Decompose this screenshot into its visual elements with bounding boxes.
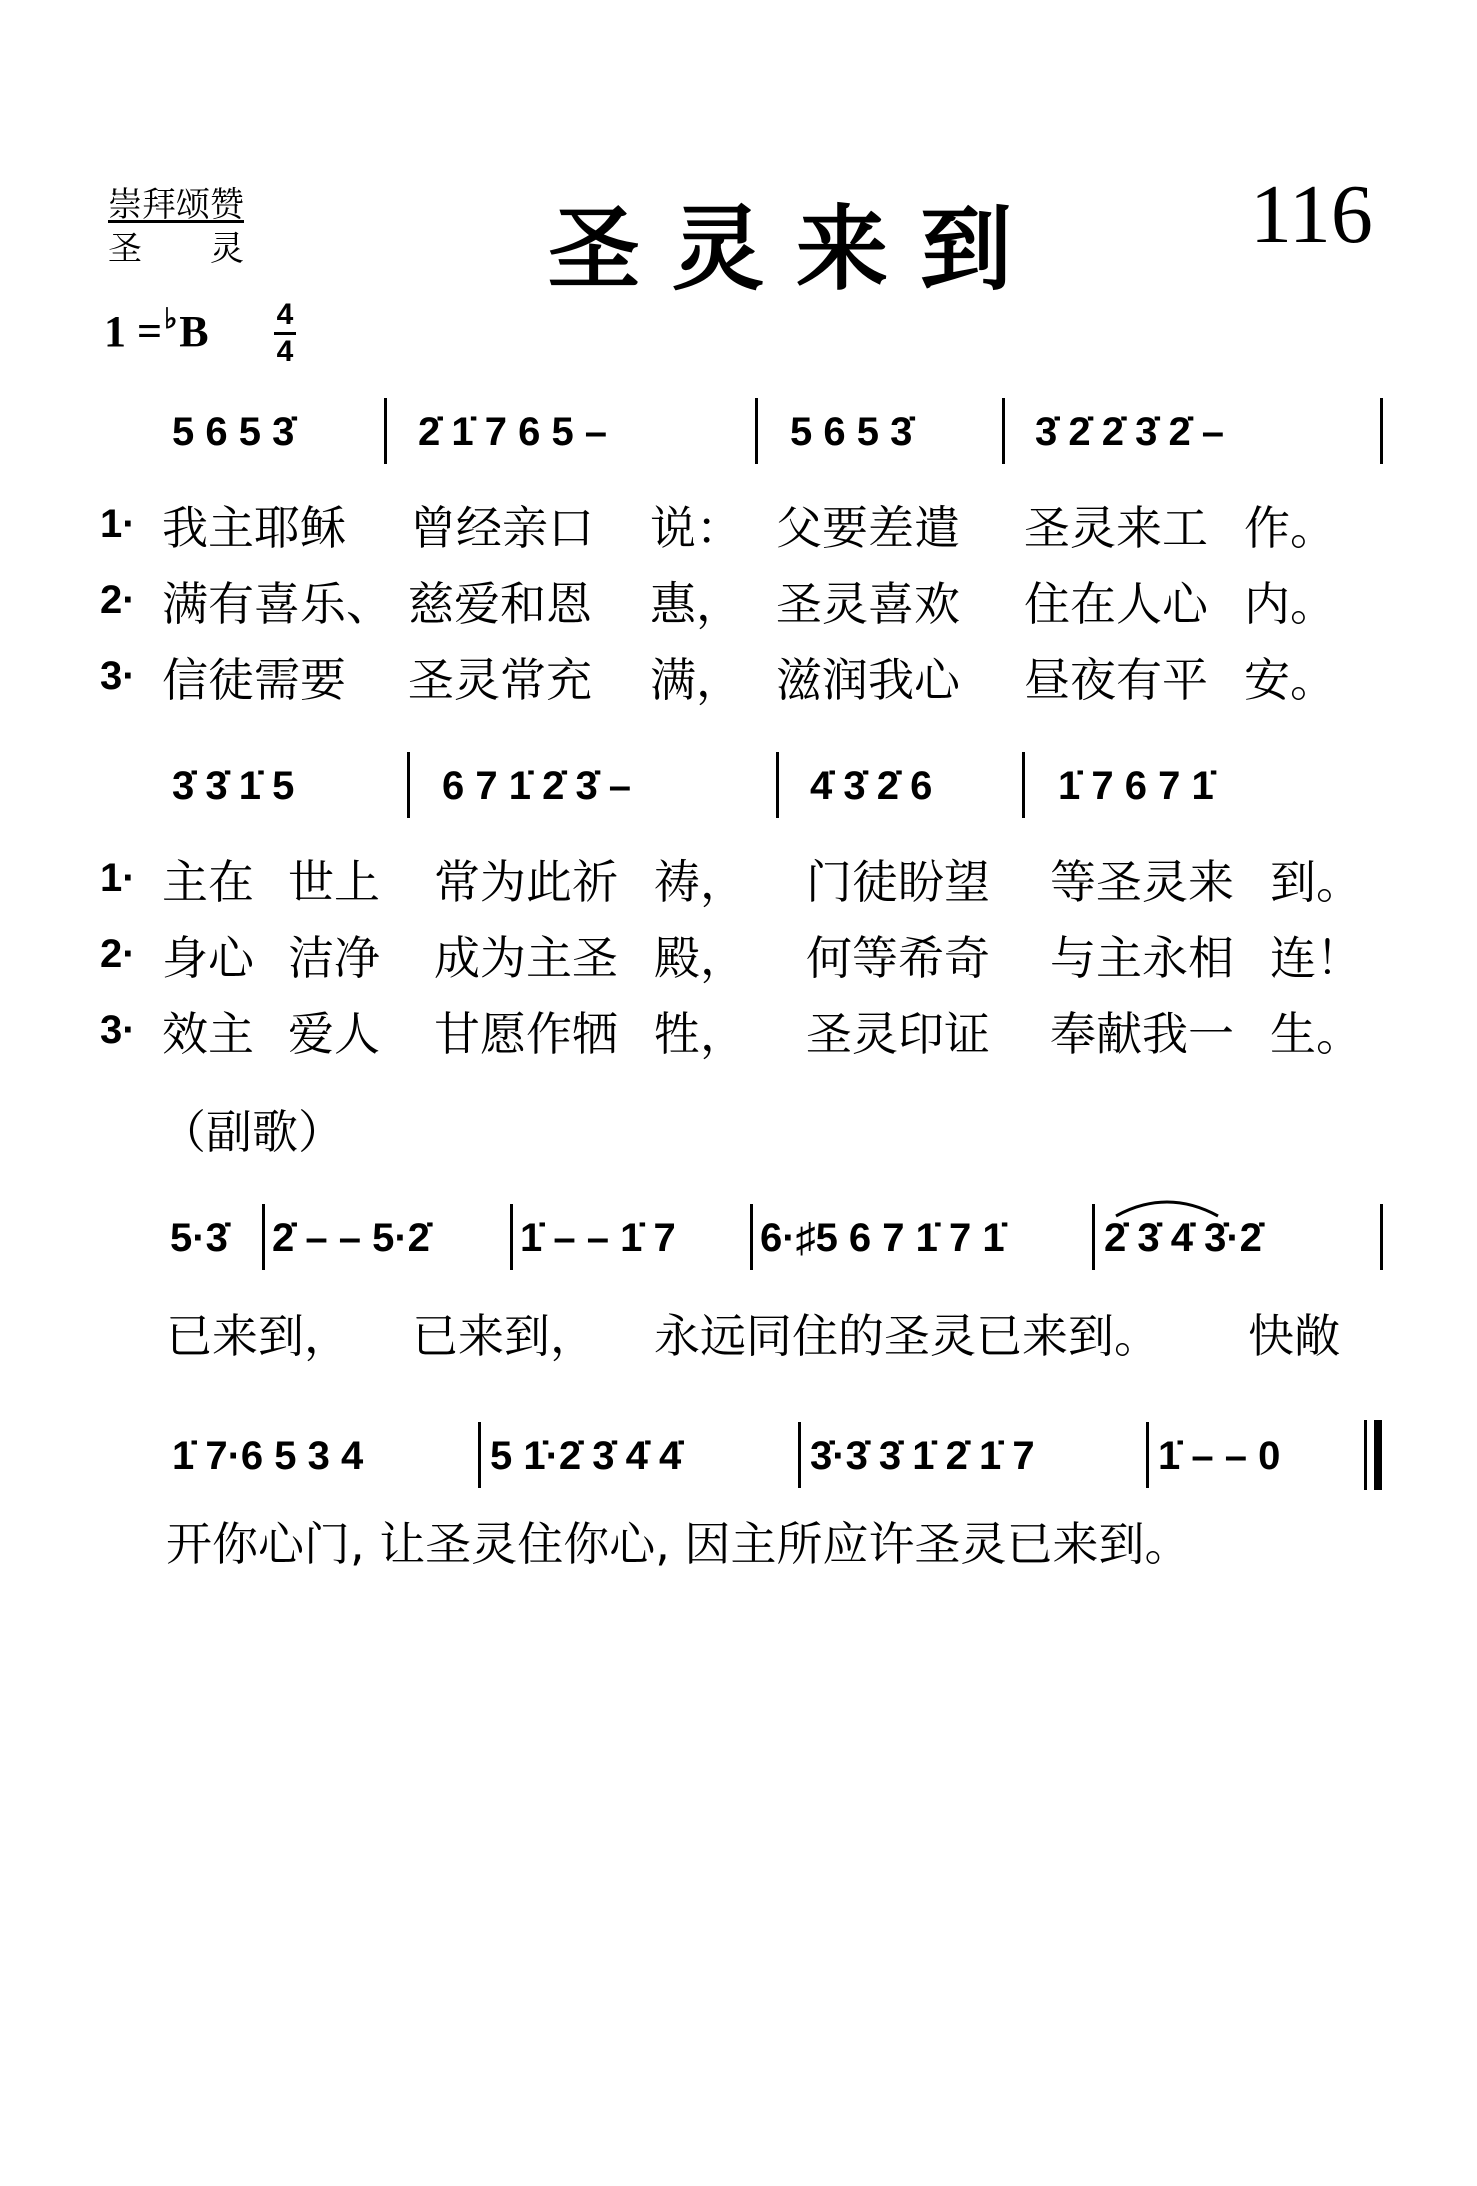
chorus-lyric: 快敞 [1248, 1309, 1340, 1363]
measure: 3̇ 3̇ 1̇ 5 [172, 764, 295, 808]
barline [750, 1204, 753, 1270]
barline [384, 398, 387, 464]
chorus-lyric: 开你心门, 让圣灵住你心, 因主所应许圣灵已来到。 [166, 1517, 1191, 1571]
lyric-phrase: 圣灵来工 [1024, 501, 1208, 555]
final-barline-thick [1374, 1420, 1382, 1490]
measure: 6 7 1̇ 2̇ 3̇ – [442, 764, 632, 808]
subcategory-label: 圣 灵 [108, 229, 244, 269]
lyric-phrase: 内。 [1244, 577, 1336, 631]
lyric-phrase: 等圣灵来 [1050, 855, 1234, 909]
lyric-phrase: 世上 [288, 855, 380, 909]
barline [407, 752, 410, 818]
measure: 2̇ 3̇ 4̇ 3̇·2̇ [1104, 1216, 1262, 1260]
verse-number: 1· [100, 502, 136, 546]
key-signature [104, 306, 209, 357]
lyric-phrase: 爱人 [288, 1007, 380, 1061]
key-letter: B [179, 307, 209, 356]
chorus-lyric: 已来到， [166, 1309, 350, 1363]
barline [1146, 1422, 1149, 1488]
chorus-lyric: 永远同住的圣灵已来到。 [654, 1309, 1160, 1363]
lyric-phrase: 作。 [1244, 501, 1336, 555]
lyric-phrase: 殿， [654, 931, 746, 985]
barline [755, 398, 758, 464]
measure: 4̇ 3̇ 2̇ 6 [810, 764, 933, 808]
verse-number: 2· [100, 578, 136, 622]
lyric-phrase: 祷， [654, 855, 746, 909]
lyric-phrase: 与主永相 [1050, 931, 1234, 985]
measure: 3̇ 2̇ 2̇ 3̇ 2̇ – [1035, 410, 1225, 454]
measure: 6·♯5 6 7 1̇ 7 1̇ [760, 1216, 1005, 1260]
lyric-phrase: 成为主圣 [434, 931, 618, 985]
category-label: 崇拜颂赞 [108, 185, 244, 225]
lyric-phrase: 到。 [1270, 855, 1362, 909]
lyric-phrase: 我主耶稣 [162, 501, 346, 555]
hymn-title: 圣灵来到 [548, 196, 1045, 303]
lyric-phrase: 主在 [162, 855, 254, 909]
lyric-phrase: 父要差遣 [776, 501, 960, 555]
barline [1022, 752, 1025, 818]
verse-number: 3· [100, 1008, 136, 1052]
time-signature-bottom: 4 [276, 335, 294, 368]
measure: 5 6 5 3̇ [172, 410, 295, 454]
lyric-phrase: 牲， [654, 1007, 746, 1061]
flat-sign: ♭ [164, 304, 178, 335]
measure: 2̇ – – 5·2̇ [272, 1216, 430, 1260]
time-signature-top: 4 [276, 298, 294, 331]
lyric-phrase: 常为此祈 [434, 855, 618, 909]
lyric-phrase: 效主 [162, 1007, 254, 1061]
lyric-phrase: 昼夜有平 [1024, 653, 1208, 707]
verse-number: 3· [100, 654, 136, 698]
lyric-phrase: 滋润我心 [776, 653, 960, 707]
measure: 3̇·3̇ 3̇ 1̇ 2̇ 1̇ 7 [810, 1434, 1035, 1478]
lyric-phrase: 信徒需要 [162, 653, 346, 707]
lyric-phrase: 说： [650, 501, 742, 555]
barline [1380, 398, 1383, 464]
barline [478, 1422, 481, 1488]
measure: 1̇ 7 6 7 1̇ [1058, 764, 1214, 808]
lyric-phrase: 奉献我一 [1050, 1007, 1234, 1061]
hymn-number: 116 [1250, 168, 1373, 261]
measure: 5 1̇·2̇ 3̇ 4̇ 4̇ [490, 1434, 682, 1478]
lyric-phrase: 慈爱和恩 [408, 577, 592, 631]
measure: 1̇ – – 1̇ 7 [520, 1216, 676, 1260]
lyric-phrase: 圣灵印证 [806, 1007, 990, 1061]
verse-number: 2· [100, 932, 136, 976]
time-signature [274, 300, 296, 367]
lyric-phrase: 何等希奇 [806, 931, 990, 985]
lyric-phrase: 圣灵喜欢 [776, 577, 960, 631]
measure: 5 6 5 3̇ [790, 410, 913, 454]
lyric-phrase: 门徒盼望 [806, 855, 990, 909]
lyric-phrase: 惠， [650, 577, 742, 631]
lyric-phrase: 连！ [1270, 931, 1362, 985]
chorus-label: （副歌） [160, 1105, 344, 1159]
lyric-phrase: 甘愿作牺 [434, 1007, 618, 1061]
measure: 1̇ 7·6 5 3 4 [172, 1434, 364, 1478]
chorus-lyric: 已来到， [412, 1309, 596, 1363]
key-prefix: 1 = [104, 307, 163, 356]
lyric-phrase: 圣灵常充 [408, 653, 592, 707]
barline [776, 752, 779, 818]
lyric-phrase: 洁净 [288, 931, 380, 985]
measure: 1̇ – – 0 [1158, 1434, 1281, 1478]
measure: 2̇ 1̇ 7 6 5 – [418, 410, 608, 454]
barline [1380, 1204, 1383, 1270]
barline [1092, 1204, 1095, 1270]
lyric-phrase: 身心 [162, 931, 254, 985]
measure: 5·3̇ [170, 1216, 228, 1260]
barline [1002, 398, 1005, 464]
lyric-phrase: 生。 [1270, 1007, 1362, 1061]
verse-number: 1· [100, 856, 136, 900]
barline [798, 1422, 801, 1488]
final-barline-thin [1364, 1420, 1367, 1490]
barline [510, 1204, 513, 1270]
barline [262, 1204, 265, 1270]
lyric-phrase: 满有喜乐、 [162, 577, 392, 631]
lyric-phrase: 曾经亲口 [410, 501, 594, 555]
lyric-phrase: 安。 [1244, 653, 1336, 707]
lyric-phrase: 住在人心 [1024, 577, 1208, 631]
lyric-phrase: 满， [650, 653, 742, 707]
